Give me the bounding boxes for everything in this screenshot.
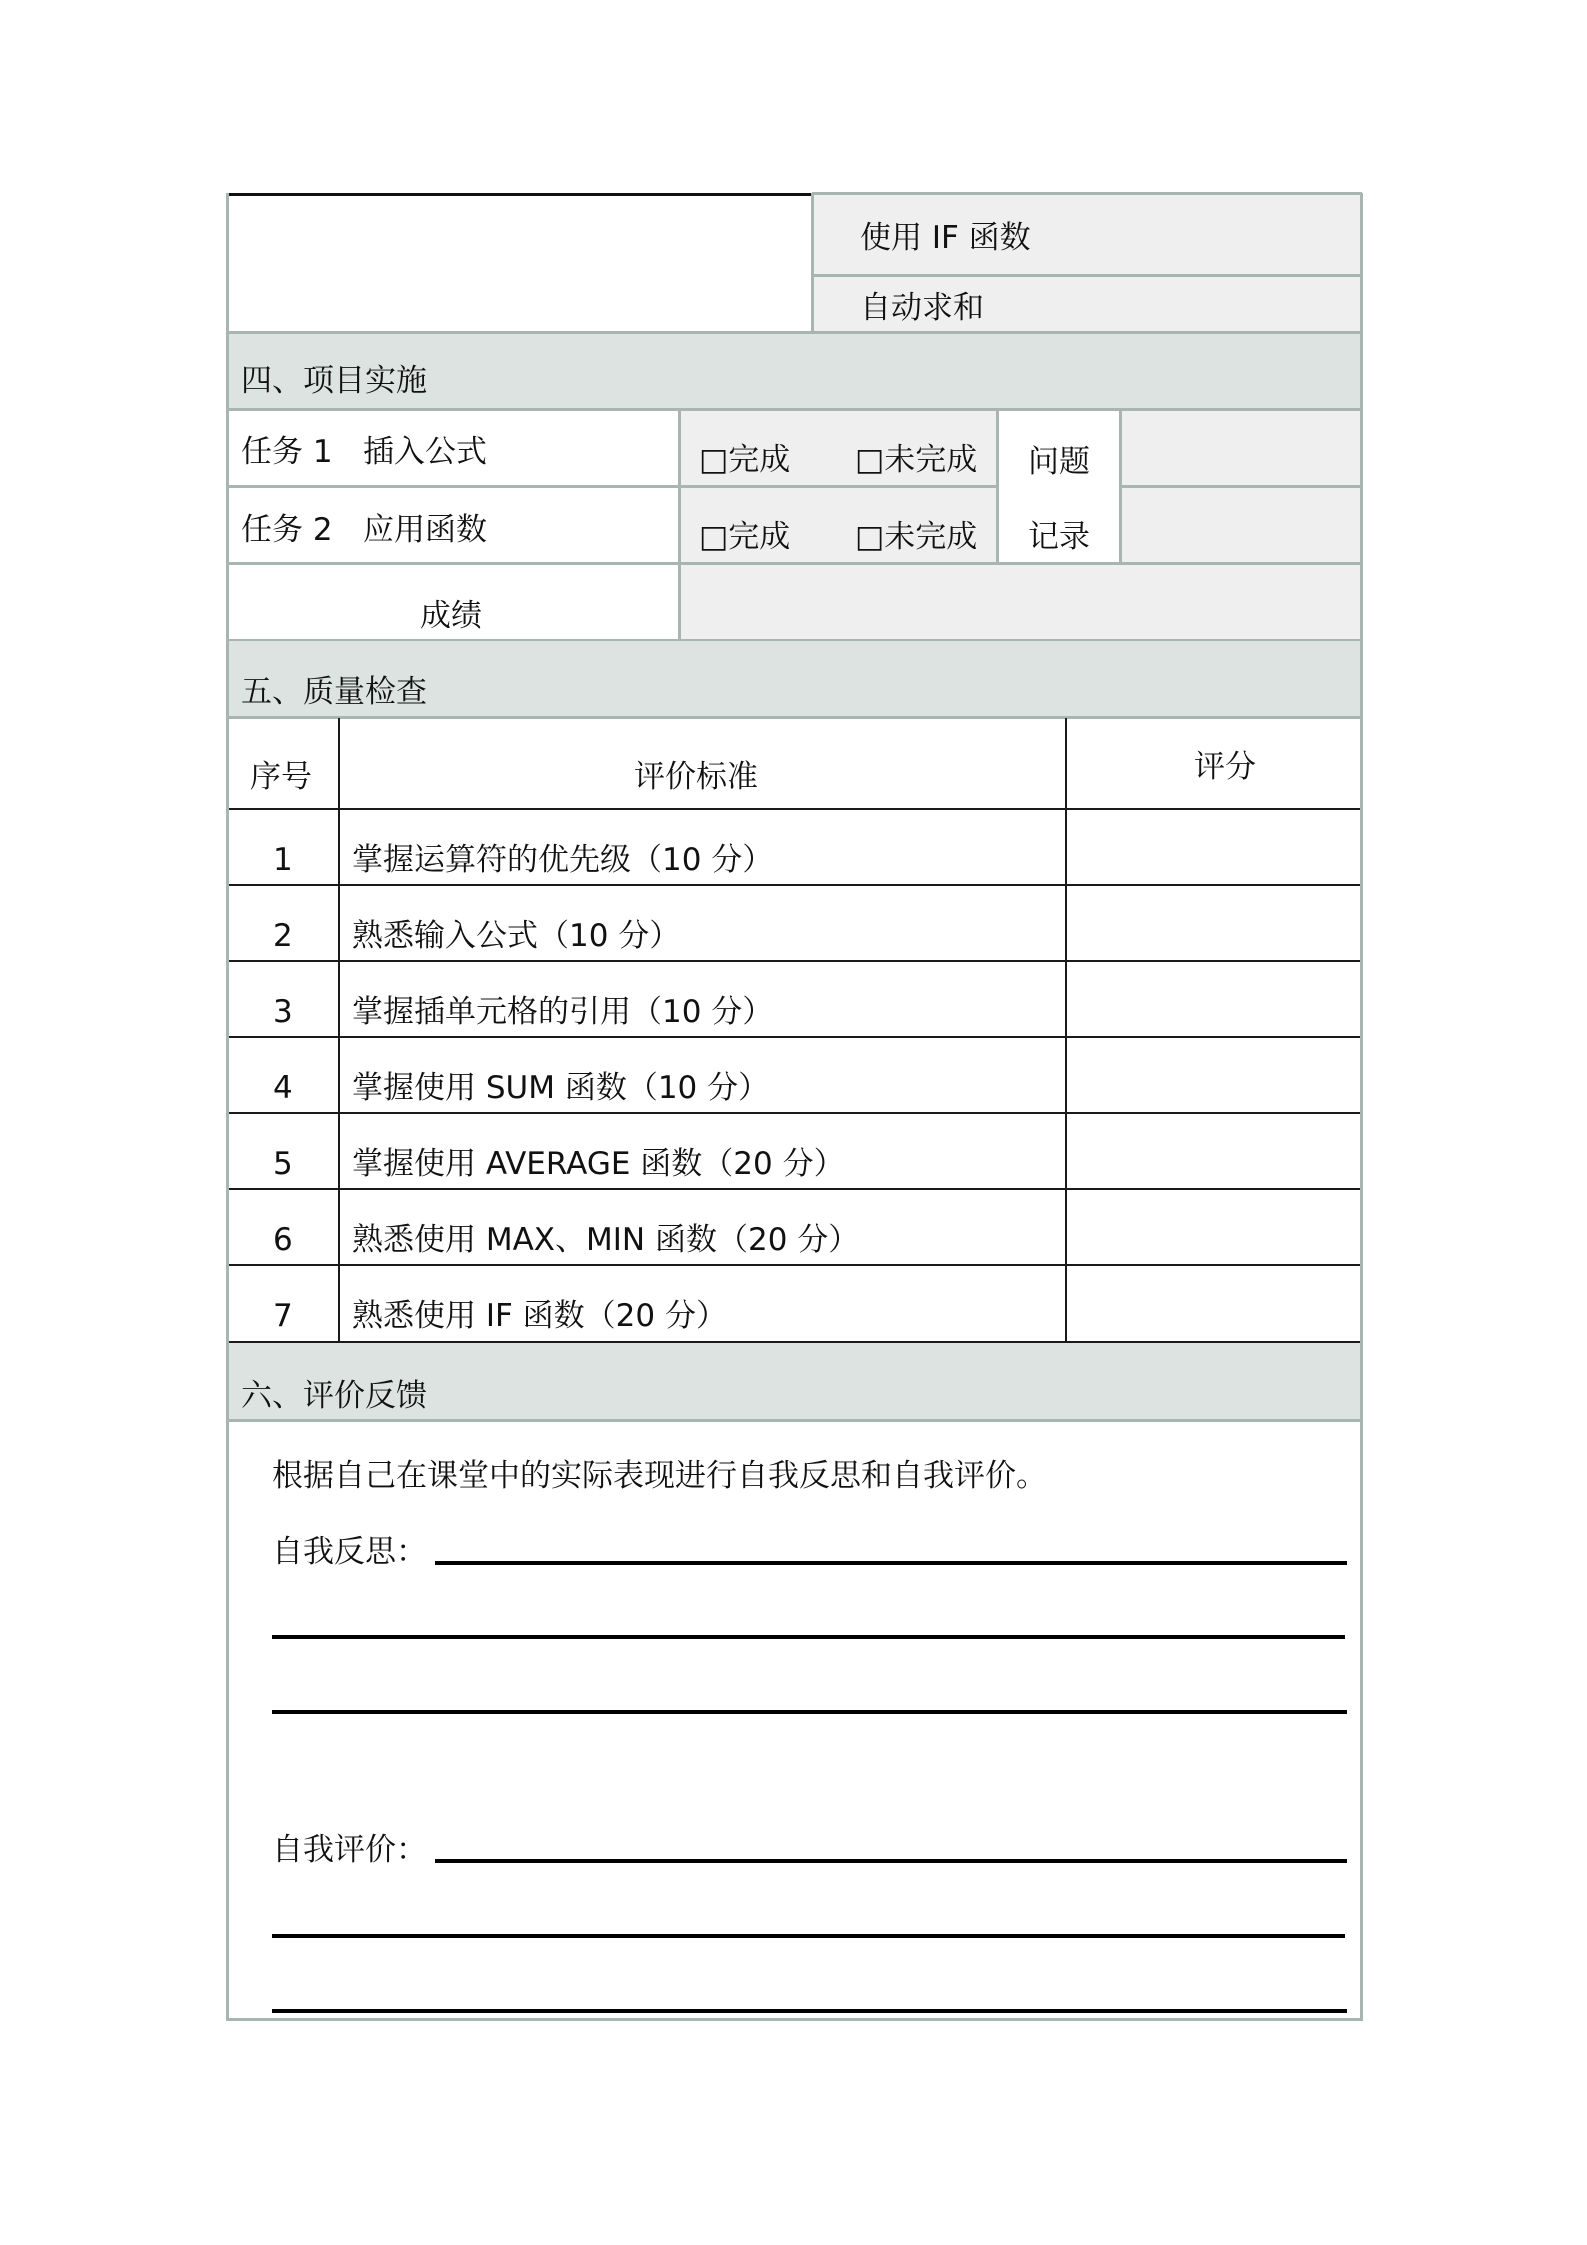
- row-score-cell[interactable]: [1068, 811, 1360, 885]
- evaluation-input-line-2[interactable]: [272, 1934, 1345, 1938]
- grid-line: [338, 718, 340, 1342]
- row-no: 1: [273, 842, 293, 878]
- task1-name: 插入公式: [363, 434, 487, 470]
- evaluation-input-line-1[interactable]: [435, 1859, 1347, 1863]
- grid-line: [226, 408, 1362, 411]
- task2-label: 任务 2: [241, 512, 333, 548]
- col-header-no: 序号: [250, 759, 312, 795]
- task2-done-checkbox[interactable]: □完成: [699, 519, 791, 555]
- row-score-cell[interactable]: [1068, 963, 1360, 1037]
- top-item-autosum: 自动求和: [860, 290, 984, 326]
- grid-line: [226, 808, 1362, 810]
- reflection-input-line-3[interactable]: [272, 1710, 1347, 1714]
- grid-line: [226, 1419, 1362, 1422]
- row-score-cell[interactable]: [1068, 887, 1360, 961]
- row-criteria: 掌握插单元格的引用（10 分）: [352, 994, 774, 1030]
- grid-line: [226, 1036, 1362, 1038]
- row-no: 5: [273, 1146, 293, 1182]
- table-border-bottom: [226, 2018, 1363, 2021]
- row-criteria: 熟悉使用 IF 函数（20 分）: [352, 1298, 727, 1334]
- row-no: 7: [273, 1298, 293, 1334]
- row-score-cell[interactable]: [1068, 1115, 1360, 1189]
- table-border-left: [226, 193, 229, 2021]
- grid-line: [226, 960, 1362, 962]
- row-criteria: 掌握运算符的优先级（10 分）: [352, 842, 774, 878]
- grid-line: [1065, 718, 1067, 1342]
- col-header-criteria: 评价标准: [634, 759, 758, 795]
- section4-title: 四、项目实施: [241, 363, 427, 399]
- evaluation-label: 自我评价：: [272, 1832, 427, 1868]
- row-score-cell[interactable]: [1068, 1191, 1360, 1265]
- grid-line: [226, 884, 1362, 886]
- row-no: 4: [273, 1070, 293, 1106]
- row-no: 6: [273, 1222, 293, 1258]
- section5-title: 五、质量检查: [241, 674, 427, 710]
- issue-label-line1: 问题: [1028, 444, 1090, 480]
- grid-line: [226, 1264, 1362, 1266]
- row-criteria: 掌握使用 AVERAGE 函数（20 分）: [352, 1146, 845, 1182]
- grid-line: [678, 410, 681, 640]
- task1-not-done-checkbox[interactable]: □未完成: [855, 442, 978, 478]
- row-score-cell[interactable]: [1068, 1267, 1360, 1341]
- grid-line: [812, 274, 1362, 277]
- top-left-empty-cell: [226, 193, 812, 332]
- reflection-input-line-2[interactable]: [272, 1635, 1345, 1639]
- grid-line: [811, 193, 814, 332]
- row-no: 2: [273, 918, 293, 954]
- section6-title: 六、评价反馈: [241, 1378, 427, 1414]
- row-score-cell[interactable]: [1068, 1039, 1360, 1113]
- row-criteria: 熟悉使用 MAX、MIN 函数（20 分）: [352, 1222, 860, 1258]
- task2-not-done-checkbox[interactable]: □未完成: [855, 519, 978, 555]
- grid-line: [1119, 410, 1122, 563]
- reflection-label: 自我反思：: [272, 1534, 427, 1570]
- score-value-cell[interactable]: [679, 563, 1362, 640]
- grid-line: [226, 1188, 1362, 1190]
- issue-label-line2: 记录: [1028, 519, 1090, 555]
- issue-record-cell-1[interactable]: [1120, 410, 1362, 486]
- issue-record-cell-2[interactable]: [1120, 486, 1362, 563]
- table-border-top-right: [812, 192, 1362, 195]
- row-criteria: 掌握使用 SUM 函数（10 分）: [352, 1070, 770, 1106]
- table-border-right: [1360, 193, 1363, 2021]
- grid-line: [226, 331, 1362, 334]
- grid-line: [226, 562, 1362, 565]
- task2-name: 应用函数: [363, 512, 487, 548]
- feedback-instruction: 根据自己在课堂中的实际表现进行自我反思和自我评价。: [272, 1458, 1047, 1494]
- grid-line: [226, 1112, 1362, 1114]
- grid-line: [1120, 485, 1362, 488]
- col-header-score: 评分: [1194, 749, 1256, 785]
- row-no: 3: [273, 994, 293, 1030]
- grid-line: [996, 410, 999, 563]
- grid-line: [226, 716, 1362, 719]
- row-criteria: 熟悉输入公式（10 分）: [352, 918, 681, 954]
- task1-label: 任务 1: [241, 434, 333, 470]
- reflection-input-line-1[interactable]: [435, 1561, 1347, 1565]
- task1-done-checkbox[interactable]: □完成: [699, 442, 791, 478]
- evaluation-input-line-3[interactable]: [272, 2009, 1347, 2013]
- top-item-use-if: 使用 IF 函数: [860, 220, 1031, 256]
- score-label: 成绩: [420, 598, 482, 634]
- grid-line: [226, 485, 997, 488]
